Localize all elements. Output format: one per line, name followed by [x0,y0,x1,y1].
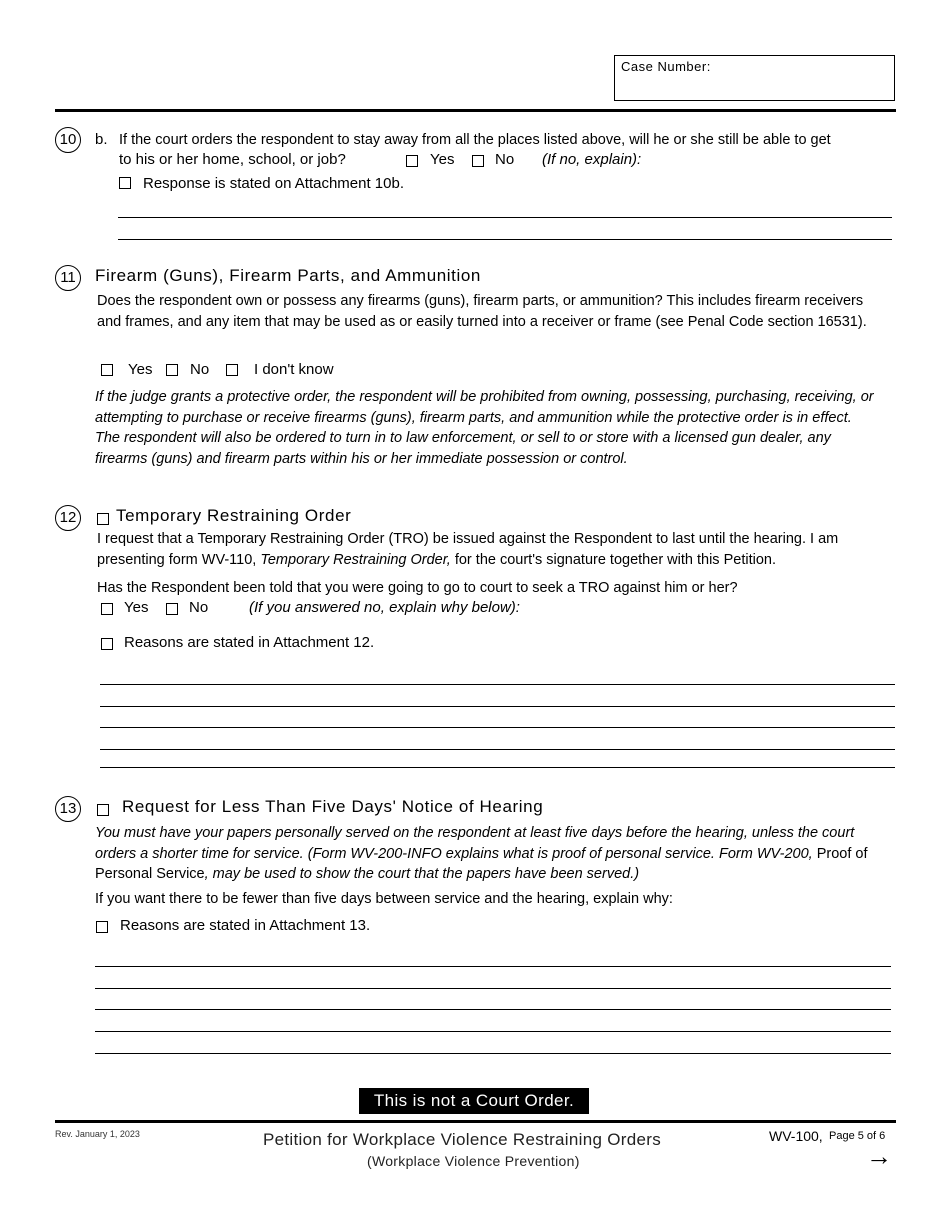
footer-form-id: WV-100, [769,1128,823,1144]
item13-title: Request for Less Than Five Days' Notice of Hearing [122,797,544,816]
item11-no-checkbox[interactable] [166,364,178,376]
item12-request-form: Temporary Restraining Order, [260,552,451,568]
item12-answer-line[interactable] [100,706,895,707]
item10-question-line1: If the court orders the respondent to stay away from all the places listed above, will he or she still be able to get [119,132,831,148]
item12-request-post: for the court's signature together with this Petition. [450,552,776,568]
not-court-order-text: This is not a Court Order. [373,1091,575,1110]
item12-request-pre: I request that a Temporary Restraining Order (TRO) be issued against the Respondent to last until the hearing. I am presenting form WV-110, [97,531,839,568]
item13-answer-line[interactable] [95,1009,891,1010]
item12-tro-checkbox[interactable] [97,513,109,525]
item-number-10: 10 [55,127,81,153]
item12-question: Has the Respondent been told that you were going to go to court to seek a TRO against him or her? [97,580,738,596]
item13-answer-line[interactable] [95,988,891,989]
case-number-box[interactable] [614,55,895,101]
item11-question: Does the respondent own or possess any firearms (guns), firearm parts, or ammunition? This includes firearm receivers and frames, and any item that may be used as or easily turned into a receiver or frame (see Penal Code section 16531). [97,293,867,330]
footer-rule [55,1120,896,1123]
item13-attachment-checkbox[interactable] [96,921,108,933]
item13-answer-line[interactable] [95,1053,891,1054]
item12-answer-line[interactable] [100,767,895,768]
item13-question: If you want there to be fewer than five days between service and the hearing, explain why: [95,891,673,907]
footer-form-title: Petition for Workplace Violence Restraining Orders [263,1130,661,1149]
item13-notice-c: , may be used to show the court that the papers have been served.) [204,866,640,882]
not-court-order-banner [359,1088,589,1114]
item-number-11: 11 [55,265,81,291]
item12-explain-label: (If you answered no, explain why below): [249,599,520,616]
item-number-13: 13 [55,796,81,822]
item12-request [97,529,897,571]
item10-yes-checkbox[interactable] [406,155,418,167]
item10-attachment-checkbox[interactable] [119,177,131,189]
case-number-label: Case Number: [621,59,711,74]
item10-explain-label: (If no, explain): [542,151,642,168]
item13-checkbox[interactable] [97,804,109,816]
item11-yes-label: Yes [128,361,153,378]
item13-answer-line[interactable] [95,1031,891,1032]
item13-notice-form: Proof of Personal Service [95,845,868,882]
item13-notice [95,823,877,885]
item10-answer-line[interactable] [118,239,892,240]
item-number-12: 12 [55,505,81,531]
revision-date: Rev. January 1, 2023 [55,1129,140,1139]
item10-no-label: No [495,151,515,168]
item10-no-checkbox[interactable] [472,155,484,167]
footer-page-number: Page 5 of 6 [829,1130,886,1142]
item12-title: Temporary Restraining Order [116,506,352,525]
item10-attachment-label: Response is stated on Attachment 10b. [143,175,404,192]
item13-attachment-label: Reasons are stated in Attachment 13. [120,917,371,934]
footer-form-subtitle: (Workplace Violence Prevention) [367,1153,580,1169]
next-page-arrow-icon: → [866,1141,892,1171]
header-rule [55,109,896,112]
item12-attachment-label: Reasons are stated in Attachment 12. [124,634,375,651]
item11-no-label: No [190,361,210,378]
item11-dont-know-checkbox[interactable] [226,364,238,376]
item12-yes-label: Yes [124,599,149,616]
item12-yes-checkbox[interactable] [101,603,113,615]
item11-yes-checkbox[interactable] [101,364,113,376]
item12-answer-line[interactable] [100,684,895,685]
item10-yes-label: Yes [430,151,455,168]
item12-no-label: No [189,599,209,616]
item12-answer-line[interactable] [100,727,895,728]
item11-dont-know-label: I don't know [254,361,334,378]
item10-question-line2: to his or her home, school, or job? [119,151,346,168]
item11-title: Firearm (Guns), Firearm Parts, and Ammunition [95,266,481,285]
item10-answer-line[interactable] [118,217,892,218]
item11-firearm-notice: If the judge grants a protective order, the respondent will be prohibited from owning, possessing, purchasing, receiving, or attempting to purchase or receive firearms (guns), firearm parts, and ammunition while the protective order is in effect. The respondent will also be ordered to turn in to law enforcement, or sell to or store with a licensed gun dealer, any firearms (guns) and firearm parts within his or her immediate possession or control. [95,389,874,467]
item12-no-checkbox[interactable] [166,603,178,615]
item13-answer-line[interactable] [95,966,891,967]
item12-attachment-checkbox[interactable] [101,638,113,650]
item10-sub-label: b. [95,131,108,148]
item12-answer-line[interactable] [100,749,895,750]
item13-notice-a: You must have your papers personally served on the respondent at least five days before the hearing, unless the court orders a shorter time for service. (Form WV-200-INFO explains what is proof of personal service. Form WV-200, [95,825,855,862]
